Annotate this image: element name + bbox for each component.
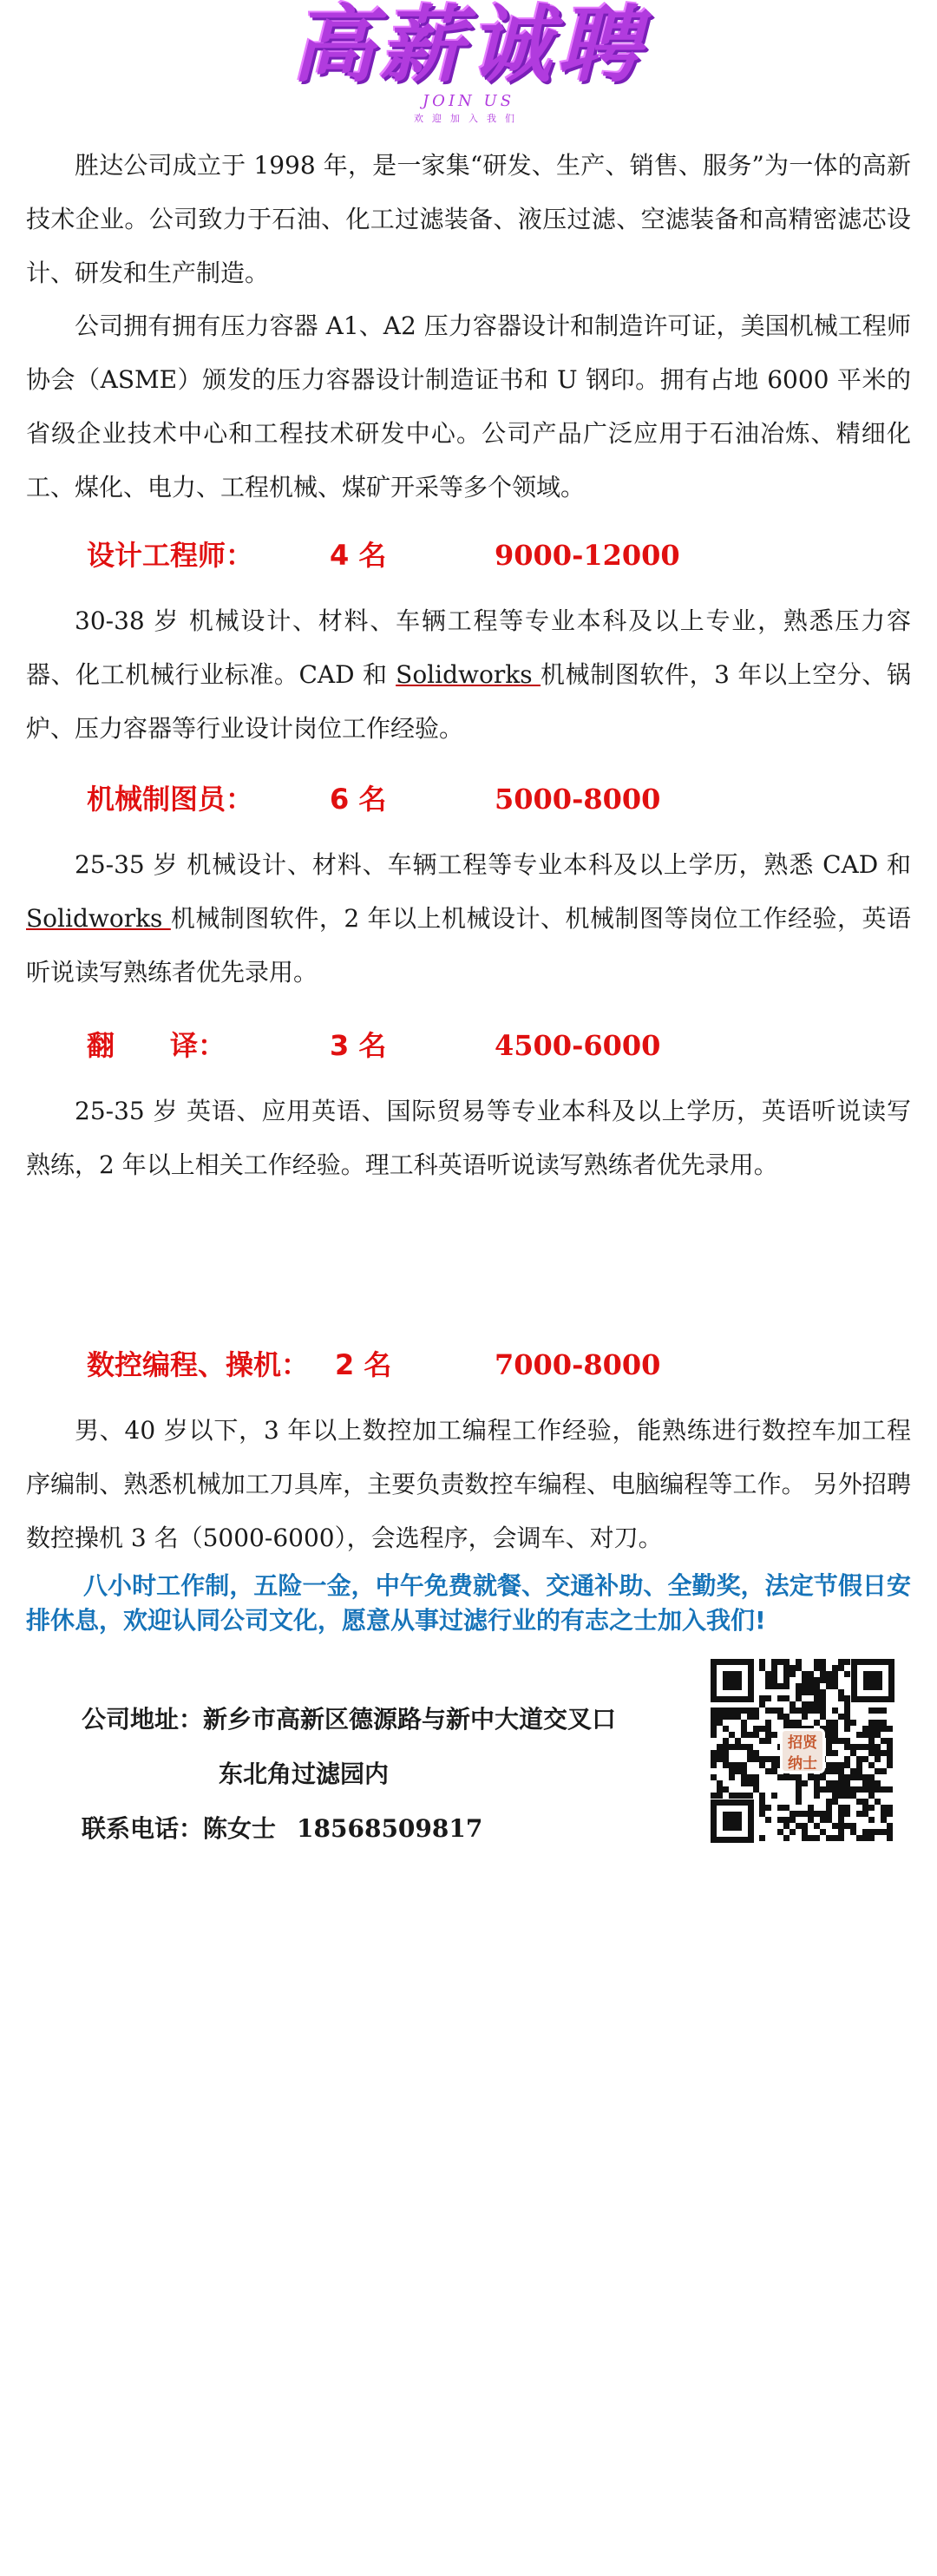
phone-line [82, 1812, 482, 1846]
intro-paragraph-2: 公司拥有拥有压力容器 A1、A2 压力容器设计和制造许可证，美国机械工程师协会（ASME）颁发的压力容器设计制造证书和 U 钢印。拥有占地 6000 平米的省级企业技术中心和工程技术研发中心。公司产品广泛应用于石油冶炼、精细化工、煤化、电力、工程机械、煤矿开采等多个领域。 [26, 311, 911, 501]
job-header-design-engineer [87, 534, 868, 577]
phone-name: 陈女士 [203, 1814, 277, 1843]
job-count: 3 名 [330, 1029, 387, 1062]
address-line-2: 东北角过滤园内 [219, 1760, 390, 1788]
job-count: 4 名 [330, 539, 387, 572]
job-description-cnc: 男、40 岁以下，3 年以上数控加工编程工作经验，能熟练进行数控车加工程序编制、熟悉机械加工刀具库，主要负责数控车编程、电脑编程等工作。 另外招聘数控操机 3 名（5000-6000），会选程序，会调车、对刀。 [26, 1416, 911, 1552]
job-description-drafter [26, 838, 911, 1000]
job-header-drafter [87, 777, 868, 821]
job-title: 机械制图员： [87, 783, 254, 816]
banner [260, 0, 677, 130]
job-count: 2 名 [335, 1348, 392, 1381]
job-salary: 5000-8000 [495, 783, 661, 816]
solidworks-text: Solidworks [26, 904, 171, 933]
job-header-translator [87, 1024, 868, 1067]
phone-label: 联系电话： [82, 1814, 204, 1843]
job-count: 6 名 [330, 783, 387, 816]
desc-text: 30-38 岁 机械设计、材料、车辆工程等专业本科及以上专业，熟悉压力容器、化工机械行业标准。CAD 和 [26, 606, 911, 689]
job-salary: 7000-8000 [495, 1348, 661, 1381]
desc-text: 25-35 岁 机械设计、材料、车辆工程等专业本科及以上学历，熟悉 CAD 和 [75, 850, 911, 879]
phone-number: 18568509817 [297, 1814, 483, 1843]
benefits-text: 八小时工作制，五险一金，中午免费就餐、交通补助、全勤奖，法定节假日安排休息，欢迎认同公司文化，愿意从事过滤行业的有志之士加入我们! [26, 1571, 911, 1635]
job-salary: 9000-12000 [495, 539, 680, 572]
qr-logo-badge [780, 1728, 825, 1773]
address-text: 新乡市高新区德源路与新中大道交叉口 [203, 1705, 617, 1734]
job-description-translator: 25-35 岁 英语、应用英语、国际贸易等专业本科及以上学历，英语听说读写熟练，2 年以上相关工作经验。理工科英语听说读写熟练者优先录用。 [26, 1097, 911, 1179]
job-header-cnc [87, 1343, 868, 1386]
qr-badge-text: 招贤 [788, 1734, 817, 1752]
job-title: 翻 译： [87, 1029, 226, 1062]
desc-text: 机械制图软件，3 年以上空分、锅炉、压力容器等行业设计岗位工作经验。 [26, 660, 911, 743]
address-line-1 [82, 1702, 616, 1737]
qr-badge-text: 纳士 [788, 1755, 817, 1773]
qr-code[interactable] [707, 1655, 898, 1846]
job-description-design-engineer [26, 594, 911, 756]
desc-text: 机械制图软件，2 年以上机械设计、机械制图等岗位工作经验，英语听说读写熟练者优先录用。 [26, 904, 912, 986]
banner-subtitle-en: JOIN US [422, 92, 515, 110]
job-title: 数控编程、操机： [87, 1348, 310, 1381]
job-salary: 4500-6000 [495, 1029, 661, 1062]
banner-subtitle-cn: 欢迎加入我们 [414, 113, 523, 124]
address-label: 公司地址： [82, 1705, 204, 1734]
job-title: 设计工程师： [87, 539, 254, 572]
banner-title: 高薪诚聘 [292, 0, 645, 94]
solidworks-text: Solidworks [396, 660, 541, 689]
intro-paragraph-1: 胜达公司成立于 1998 年，是一家集“研发、生产、销售、服务”为一体的高新技术企业。公司致力于石油、化工过滤装备、液压过滤、空滤装备和高精密滤芯设计、研发和生产制造。 [26, 151, 911, 287]
